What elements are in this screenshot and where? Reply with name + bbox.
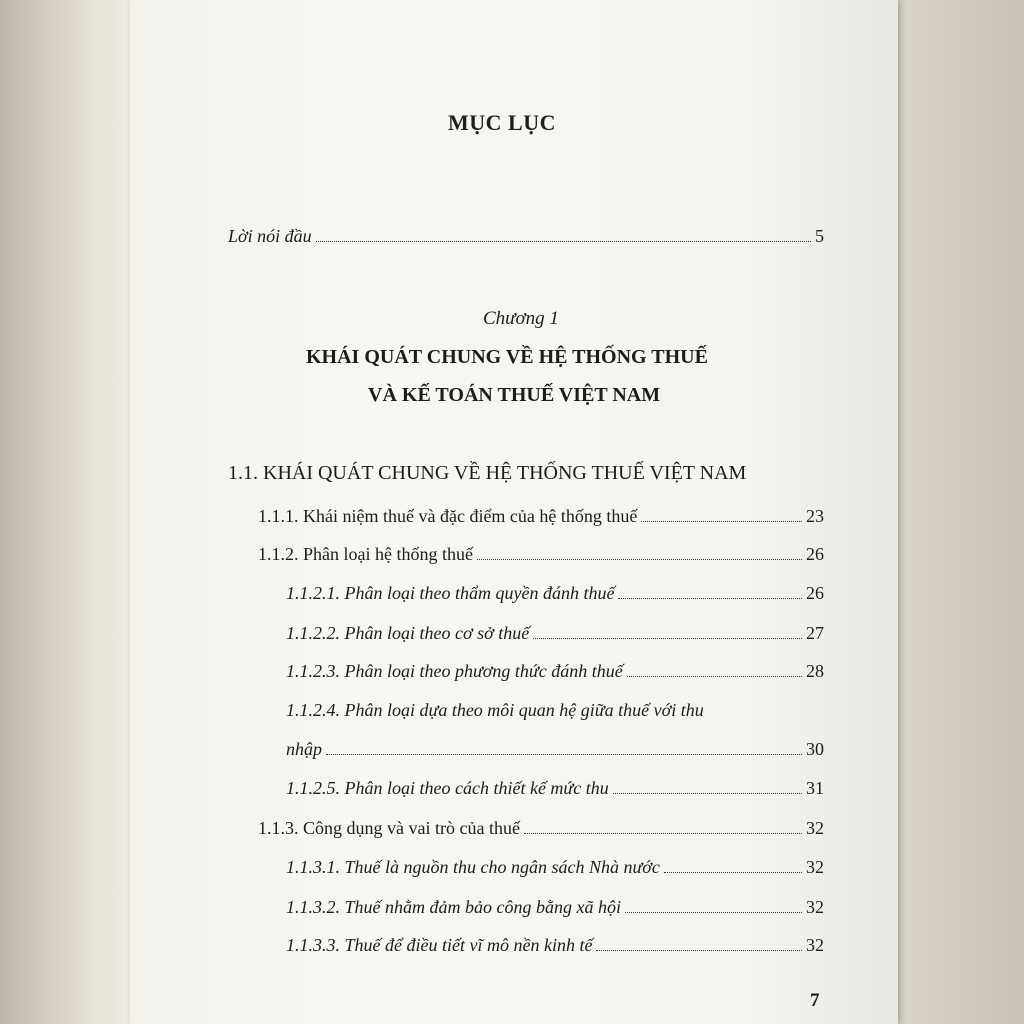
dot-leader [627, 676, 802, 677]
page-number: 32 [806, 935, 824, 955]
toc-entry [258, 506, 824, 527]
page-number: 32 [806, 857, 824, 877]
toc-entry [286, 778, 824, 799]
dot-leader [596, 950, 802, 951]
toc-entry [286, 897, 824, 918]
entry-label: 1.1.2.2. Phân loại theo cơ sở thuế [286, 623, 530, 643]
toc-entry [286, 661, 824, 682]
page-number: 23 [806, 506, 824, 526]
toc-title: MỤC LỤC [448, 110, 556, 135]
page-number: 5 [815, 226, 824, 246]
entry-label: 1.1.3.3. Thuế để điều tiết vĩ mô nền kinh tế [286, 935, 593, 955]
toc-entry-preface [228, 226, 824, 247]
page-folio: 7 [810, 990, 820, 1011]
page-number: 31 [806, 778, 824, 798]
page-number: 26 [806, 583, 824, 603]
chapter-label: Chương 1 [483, 308, 559, 329]
toc-entry [286, 739, 824, 760]
entry-label: 1.1.2. Phân loại hệ thống thuế [258, 544, 473, 564]
page-number: 27 [806, 623, 824, 643]
entry-label: 1.1.2.5. Phân loại theo cách thiết kế mức thu [286, 778, 609, 798]
toc-entry [258, 818, 824, 839]
toc-entry [286, 857, 824, 878]
toc-entry [286, 623, 824, 644]
page-number: 30 [806, 739, 824, 759]
entry-label-line2: nhập [286, 739, 322, 759]
dot-leader [641, 521, 802, 522]
chapter-title-line2: VÀ KẾ TOÁN THUẾ VIỆT NAM [368, 384, 661, 406]
entry-label: 1.1.1. Khái niệm thuế và đặc điểm của hệ thống thuế [258, 506, 638, 526]
entry-label-line1: 1.1.2.4. Phân loại dựa theo môi quan hệ giữa thuế với thu [286, 700, 704, 720]
background-right [898, 0, 1024, 1024]
background-left [0, 0, 130, 1024]
dot-leader [524, 833, 802, 834]
entry-label: Lời nói đầu [228, 226, 312, 246]
toc-entry [286, 583, 824, 604]
page-number: 32 [806, 818, 824, 838]
section-heading: 1.1. KHÁI QUÁT CHUNG VỀ HỆ THỐNG THUẾ VIỆT NAM [228, 462, 747, 484]
dot-leader [533, 638, 802, 639]
entry-label: 1.1.3.2. Thuế nhằm đảm bảo công bằng xã hội [286, 897, 621, 917]
entry-label: 1.1.3.1. Thuế là nguồn thu cho ngân sách Nhà nước [286, 857, 660, 877]
entry-label: 1.1.2.3. Phân loại theo phương thức đánh thuế [286, 661, 623, 681]
chapter-title-line1: KHÁI QUÁT CHUNG VỀ HỆ THỐNG THUẾ [306, 346, 708, 368]
page-number: 28 [806, 661, 824, 681]
dot-leader [316, 241, 811, 242]
dot-leader [664, 872, 802, 873]
dot-leader [326, 754, 802, 755]
dot-leader [613, 793, 802, 794]
entry-label: 1.1.2.1. Phân loại theo thẩm quyền đánh thuế [286, 583, 615, 603]
dot-leader [477, 559, 802, 560]
toc-entry [286, 935, 824, 956]
dot-leader [618, 598, 802, 599]
entry-label: 1.1.3. Công dụng và vai trò của thuế [258, 818, 520, 838]
page-number: 26 [806, 544, 824, 564]
dot-leader [625, 912, 802, 913]
page-number: 32 [806, 897, 824, 917]
toc-entry [258, 544, 824, 565]
